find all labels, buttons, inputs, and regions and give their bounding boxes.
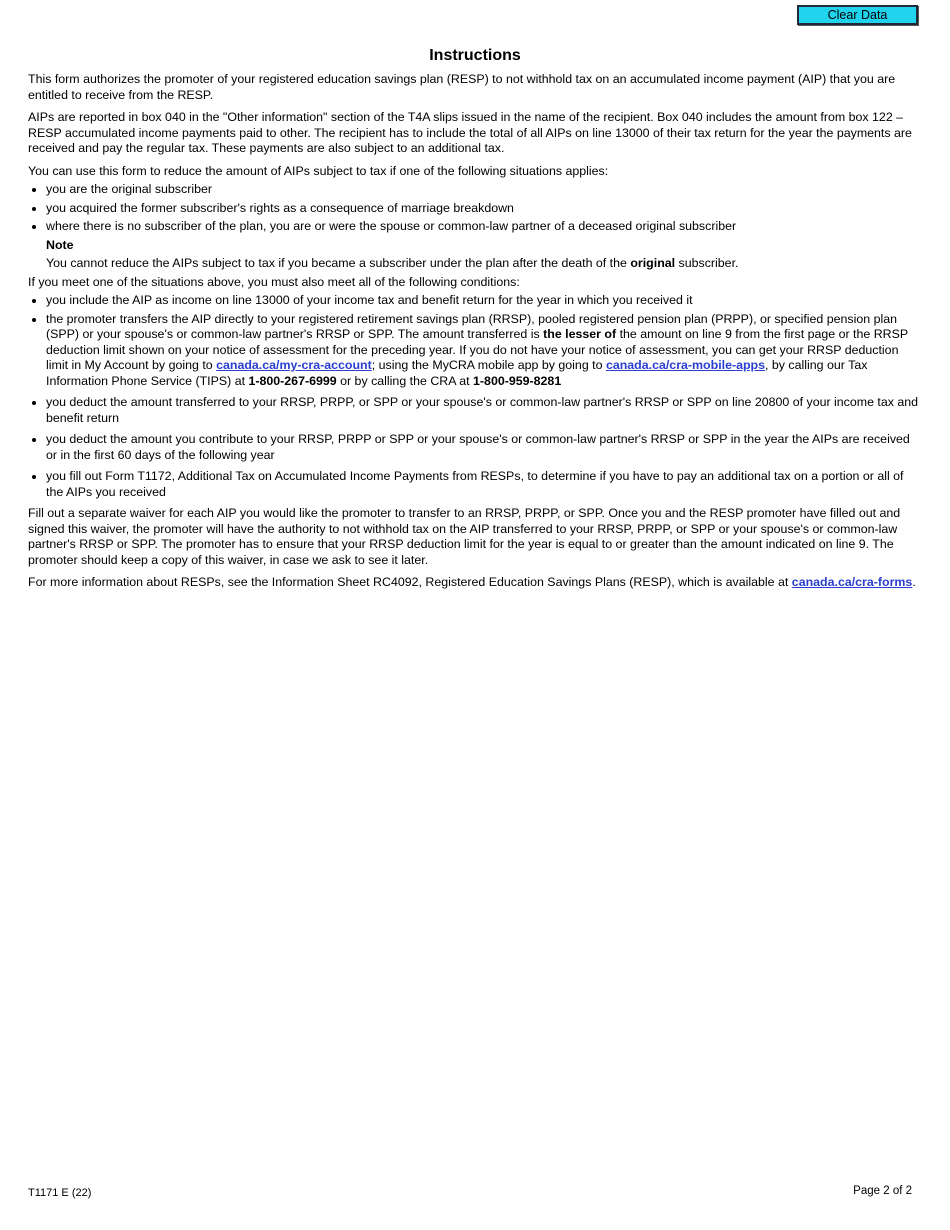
cra-phone-number: 1-800-959-8281 [473,373,562,388]
note-text-part: You cannot reduce the AIPs subject to tax if you became a subscriber under the plan after the death of the [46,256,631,270]
note-text-part: subscriber. [675,256,739,270]
list-item: • you fill out Form T1172, Additional Tax on Accumulated Income Payments from RESPs, to determine if you have to pay an additional tax on a portion or all of the AIPs you received [46,469,922,500]
list-item: • you include the AIP as income on line 13000 of your income tax and benefit return for the year in which you received it [46,293,922,309]
note-title: Note [46,237,74,252]
list-item: • you are the original subscriber [46,182,922,198]
conditions-list [28,293,922,500]
instructions-section [28,46,922,598]
more-info-text: For more information about RESPs, see the Information Sheet RC4092, Registered Education Savings Plans (RESP), which is available at [28,575,792,589]
situations-intro: You can use this form to reduce the amount of AIPs subject to tax if one of the following situations applies: [28,163,609,178]
cra-mobile-apps-link[interactable]: canada.ca/cra-mobile-apps [605,358,766,372]
condition-text: the promoter transfers the AIP directly to your registered retirement savings plan (RRSP), pooled registered pension plan (PRPP), or specified pension plan (SPP) or your spouse's or common-law partner's RRSP or SPP. The amount transferred is [46,311,898,341]
situations-list [28,182,922,235]
page-number: Page 2 of 2 [853,1185,912,1197]
aip-reporting-paragraph: AIPs are reported in box 040 in the "Other information" section of the T4A slips issued in the name of the recipient. Box 040 includes the amount from box 122 – RESP accumulated income payments paid to other. The recipient has to include the total of all AIPs on line 13000 of their tax return for the year the payments are received and pay the regular tax. These payments are also subject to an additional tax. [28,110,912,155]
conditions-intro: If you meet one of the situations above, you must also meet all of the following conditions: [28,274,520,289]
form-identifier: T1171 E (22) [28,1187,92,1199]
condition-bold: the lesser of [543,327,617,341]
condition-text: ; using the MyCRA mobile app by going to [371,358,606,372]
clear-data-button[interactable]: Clear Data [797,5,918,25]
cra-forms-link[interactable]: canada.ca/cra-forms [791,575,913,589]
condition-text: or by calling the CRA at [336,373,474,388]
instructions-title: Instructions [429,47,521,64]
note-text [46,256,922,272]
list-item: • where there is no subscriber of the plan, you are or were the spouse or common-law partner of a deceased original subscriber [46,219,922,235]
separate-waiver-paragraph: Fill out a separate waiver for each AIP you would like the promoter to transfer to an RRSP, PRPP, or SPP. Once you and the RESP promoter have filled out and signed this waiver, the promoter will have the authority to not withhold tax on the AIP transferred to your RRSP, PRPP, or SPP or your spouse's or common-law partner's RRSP or SPP. The promoter has to ensure that your RRSP deduction limit for the year is equal to or greater than the amount indicated on line 9. The promoter should keep a copy of this waiver, in case we ask to see it later. [28,506,901,567]
list-item: • you deduct the amount transferred to your RRSP, PRPP, or SPP or your spouse's or common-law partner's RRSP or SPP on line 20800 of your income tax and benefit return [46,395,922,426]
list-item: • you deduct the amount you contribute to your RRSP, PRPP or SPP or your spouse's or common-law partner's RRSP or SPP in the year the AIPs are received or in the first 60 days of the following year [46,432,922,463]
condition-text: the amount on line 9 from the first page or the RRSP deduction limit shown on your notice of assessment for the preceding year. If you do not have your notice of assessment, you can get your RRSP deduction limit in My Account by going to [46,327,908,372]
list-item: • you acquired the former subscriber's rights as a consequence of marriage breakdown [46,201,922,217]
intro-paragraph: This form authorizes the promoter of your registered education savings plan (RESP) to not withhold tax on an accumulated income payment (AIP) that you are entitled to receive from the RESP. [28,72,896,102]
my-cra-account-link[interactable]: canada.ca/my-cra-account [216,358,372,372]
tips-phone-number: 1-800-267-6999 [248,373,337,388]
condition-text: , by calling our Tax Information Phone Service (TIPS) at [46,358,868,388]
more-info-end: . [912,575,916,589]
more-info-paragraph [28,575,922,591]
note-text-bold: original [630,256,676,270]
list-item [46,312,922,390]
note-block [46,238,922,272]
